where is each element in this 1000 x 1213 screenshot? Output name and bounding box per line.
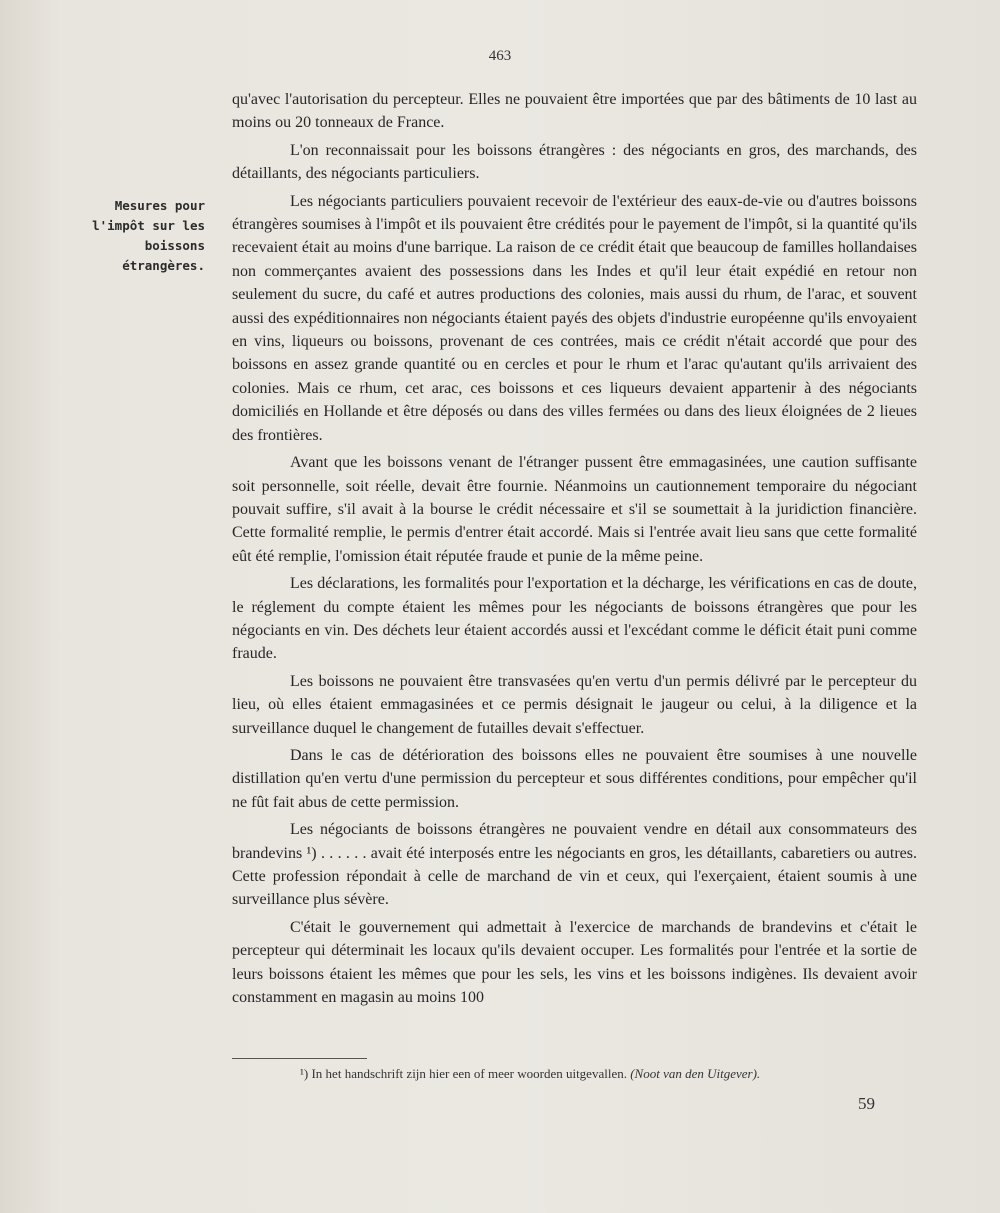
paragraph: L'on reconnaissait pour les boissons étrangères : des négociants en gros, des marchands, des détaillants, des négociants particuliers. <box>232 141 917 183</box>
paragraph: C'était le gouvernement qui admettait à l'exercice de marchands de brandevins et c'était le percepteur qui déterminait les locaux qu'ils devaient occuper. Les formalités pour l'entrée et la sortie de leurs boissons étaient les mêmes que pour les sels, les vins et les boissons indigènes. Ils devaient avoir constamment en magasin au moins 100 <box>232 918 917 1007</box>
footnote <box>300 1066 920 1082</box>
paragraph: Avant que les boissons venant de l'étranger pussent être emmagasinées, une caution suffisante soit personnelle, soit réelle, devait être fournie. Néanmoins un cautionnement temporaire du négociant pouvait suffire, s'il avait à la bourse le crédit nécessaire et s'il se soumettait à la juridiction financière. Cette formalité remplie, le permis d'entrer était accordé. Mais si l'entrée avait lieu sans que cette formalité eût été remplie, l'omission était réputée fraude et punie de la même peine. <box>232 454 917 565</box>
paragraph: Les boissons ne pouvaient être transvasées qu'en vertu d'un permis délivré par le percepteur du lieu, où elles étaient emmagasinées et ce permis désignait le jaugeur ou celui, à la diligence et la surveillance duquel le changement de futailles devait s'effectuer. <box>232 672 917 737</box>
paragraph: Dans le cas de détérioration des boissons elles ne pouvaient être soumises à une nouvelle distillation qu'en vertu d'une permission du percepteur et sous différentes conditions, pour empêcher qu'il ne fût fait abus de cette permission. <box>232 746 917 811</box>
paragraph: Les déclarations, les formalités pour l'exportation et la décharge, les vérifications en cas de doute, le réglement du compte étaient les mêmes pour les négociants de boissons étrangères que pour les négociants en vin. Des déchets leur étaient accordés aussi et l'excédant comme le déficit était puni comme fraude. <box>232 575 917 663</box>
footnote-text: ¹) In het handschrift zijn hier een of meer woorden uitgevallen. <box>300 1066 627 1081</box>
paragraph: qu'avec l'autorisation du percepteur. Elles ne pouvaient être importées que par des bâtiments de 10 last au moins ou 20 tonneaux de France. <box>232 91 917 132</box>
footnote-editor-note: (Noot van den Uitgever). <box>630 1066 761 1081</box>
paragraph: Les négociants de boissons étrangères ne pouvaient vendre en détail aux consommateurs des brandevins ¹) . . . . . . avait été interposés entre les négociants en gros, les détaillants, cabaretiers ou autres. Cette profession répondait à celle de marchand de vin et ceux, qui l'exerçaient, étaient soumis à une surveillance plus sévère. <box>232 821 917 909</box>
footnote-rule <box>232 1058 367 1059</box>
margin-note-line: l'impôt sur les <box>92 218 205 233</box>
margin-note-line: boissons <box>144 238 205 253</box>
margin-note <box>70 196 205 276</box>
folio-number: 59 <box>858 1094 875 1113</box>
margin-note-line: Mesures pour <box>114 198 205 213</box>
body-text <box>232 88 917 1013</box>
paragraph: Les négociants particuliers pouvaient recevoir de l'extérieur des eaux-de-vie ou d'autres boissons étrangères soumises à l'impôt et ils pouvaient être crédités pour le payement de l'impôt, si la quantité qu'ils recevaient était au moins d'une barrique. La raison de ce crédit était que beaucoup de familles hollandaises non commerçantes avaient des possessions dans les Indes et qu'il leur était expédié en retour non seulement du sucre, du café et autres productions des colonies, mais aussi du rhum, de l'arac, et souvent aussi des expéditionnaires non négociants étaient payés des objets d'industrie européenne qu'ils envoyaient en vins, liqueurs ou boissons, provenant de ces contrées, mais ce crédit n'était accordé que pour des boissons en assez grande quantité ou en cercles et pour le rhum et l'arac qu'autant qu'ils arrivaient des colonies. Mais ce rhum, cet arac, ces boissons et ces liqueurs devaient appartenir à des négociants domiciliés en Hollande et être déposés ou dans des villes fermées ou dans des lieux éloignées de 2 lieues des frontières. <box>232 192 917 444</box>
margin-note-line: étrangères. <box>122 258 205 273</box>
page-number: 463 <box>488 48 512 64</box>
